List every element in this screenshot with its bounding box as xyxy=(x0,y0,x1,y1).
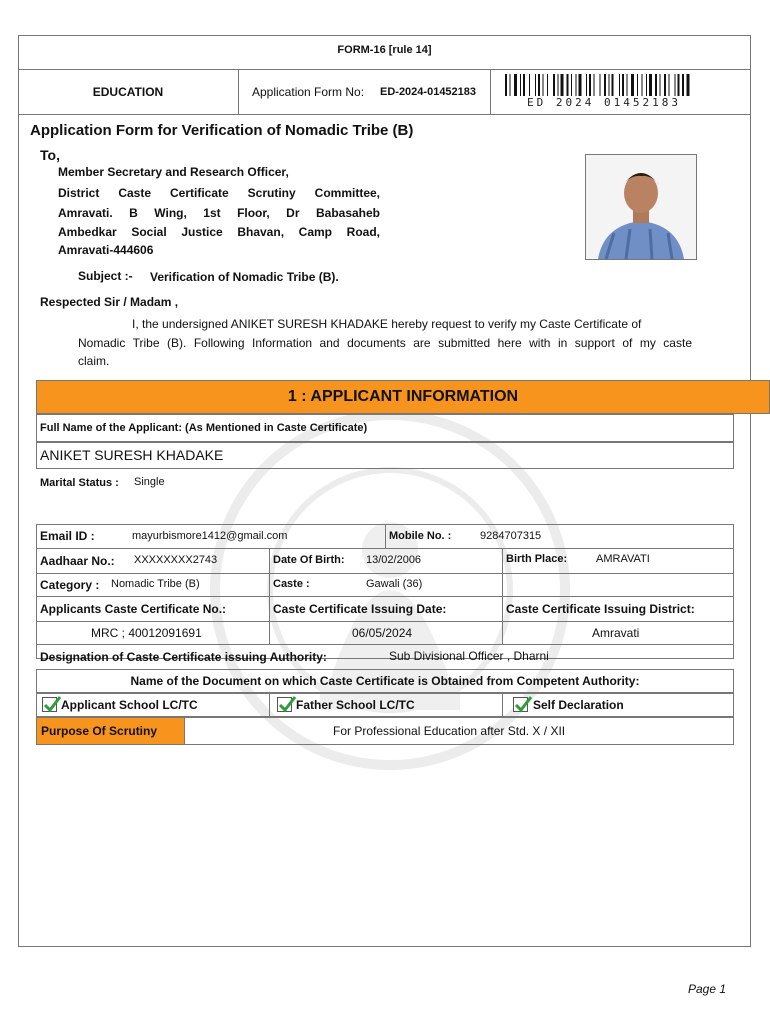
section-heading-text: 1 : APPLICANT INFORMATION xyxy=(287,388,519,405)
issue-date-value: 06/05/2024 xyxy=(352,626,413,640)
email-label: Email ID : xyxy=(40,529,95,543)
caste-value: Gawali (36) xyxy=(366,578,423,590)
cert-no-value: MRC ; 40012091691 xyxy=(91,626,202,640)
designation-value: Sub Divisional Officer , Dharni xyxy=(389,649,549,663)
barcode-icon xyxy=(505,74,741,110)
barcode-text: ED 2024 01452183 xyxy=(527,96,681,109)
department-name: EDUCATION xyxy=(92,85,164,99)
body-text: Nomadic Tribe (B). Following Information and documents are submitted here with in support of my caste xyxy=(78,336,692,350)
email-value: mayurbismore1412@gmail.com xyxy=(132,530,288,542)
purpose-value: For Professional Education after Std. X / XII xyxy=(333,724,566,738)
address-line: Amravati. B Wing, 1st Floor, Dr Babasaheb xyxy=(58,206,380,220)
checkbox-self-declaration[interactable] xyxy=(513,697,528,712)
section-heading xyxy=(36,380,770,414)
address-line: Amravati-444606 xyxy=(58,243,154,257)
aadhaar-value: XXXXXXXX2743 xyxy=(134,554,218,566)
address-to: To, xyxy=(40,147,60,163)
caste-label: Caste : xyxy=(273,578,310,590)
applicant-photo xyxy=(585,154,697,260)
fullname-value: ANIKET SURESH KHADAKE xyxy=(40,447,224,463)
doc-father-lc: Father School LC/TC xyxy=(296,698,415,712)
issue-district-value: Amravati xyxy=(592,626,640,640)
subject-label: Subject :- xyxy=(78,269,133,283)
marital-value: Single xyxy=(134,476,165,488)
address-line: District Caste Certificate Scrutiny Committee, xyxy=(58,186,380,200)
mobile-value: 9284707315 xyxy=(480,530,542,542)
checkbox-father-lc[interactable] xyxy=(277,697,292,712)
doc-self-declaration: Self Declaration xyxy=(533,698,624,712)
dob-value: 13/02/2006 xyxy=(366,554,422,566)
marital-label: Marital Status : xyxy=(40,477,119,489)
body-text: claim. xyxy=(78,354,110,368)
subject-text: Verification of Nomadic Tribe (B). xyxy=(150,270,339,284)
aadhaar-label: Aadhaar No.: xyxy=(40,554,115,568)
application-number: ED-2024-01452183 xyxy=(380,86,477,98)
designation-label: Designation of Caste Certificate issuing Authority: xyxy=(40,650,327,664)
birthplace-value: AMRAVATI xyxy=(596,553,650,565)
doc-applicant-lc: Applicant School LC/TC xyxy=(61,698,198,712)
address-line: Ambedkar Social Justice Bhavan, Camp Road, xyxy=(58,225,380,239)
address-line: Member Secretary and Research Officer, xyxy=(58,165,289,179)
checkbox-applicant-lc[interactable] xyxy=(42,697,57,712)
document-heading: Name of the Document on which Caste Certificate is Obtained from Competent Authority: xyxy=(130,674,640,688)
salutation: Respected Sir / Madam , xyxy=(40,295,179,309)
cert-no-label: Applicants Caste Certificate No.: xyxy=(40,602,227,616)
page-title: Application Form for Verification of Nomadic Tribe (B) xyxy=(30,122,414,139)
checkbox-checked-icon xyxy=(277,694,297,714)
application-number-label: Application Form No: xyxy=(252,85,365,99)
checkbox-checked-icon xyxy=(42,694,62,714)
issue-date-label: Caste Certificate Issuing Date: xyxy=(273,602,447,616)
body-text: I, the undersigned ANIKET SURESH KHADAKE hereby request to verify my Caste Certificate of xyxy=(132,317,642,331)
category-value: Nomadic Tribe (B) xyxy=(111,578,200,590)
category-label: Category : xyxy=(40,578,100,592)
fullname-label: Full Name of the Applicant: (As Mentioned in Caste Certificate) xyxy=(40,422,368,434)
form-number: FORM-16 [rule 14] xyxy=(337,44,432,56)
purpose-label: Purpose Of Scrutiny xyxy=(41,724,158,738)
issue-district-label: Caste Certificate Issuing District: xyxy=(506,602,695,616)
page-number: Page 1 xyxy=(688,982,727,996)
dob-label: Date Of Birth: xyxy=(273,554,345,566)
birthplace-label: Birth Place: xyxy=(506,553,568,565)
mobile-label: Mobile No. : xyxy=(389,530,452,542)
checkbox-checked-icon xyxy=(513,694,533,714)
